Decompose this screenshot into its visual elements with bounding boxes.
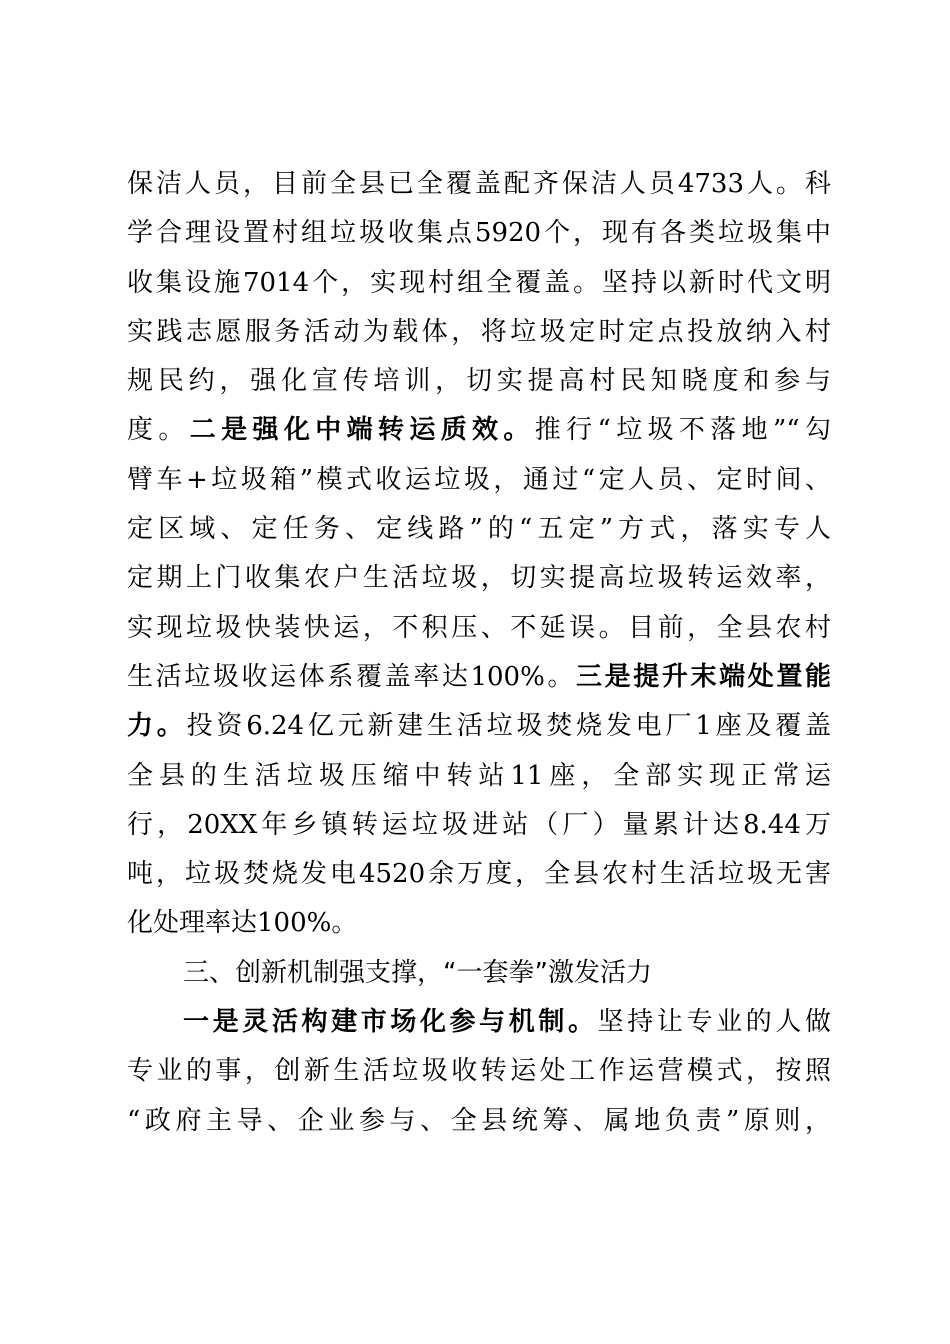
- text-segment: 度。: [127, 415, 190, 446]
- text-segment: 三、创新机制强支撑，“一套拳”激发活力: [183, 957, 652, 988]
- text-segment: 吨，垃圾焚烧发电4520余万度，全县农村生活垃圾无害: [127, 859, 831, 890]
- text-line: [127, 653, 831, 702]
- text-line: [127, 209, 831, 258]
- text-segment: 规民约，强化宣传培训，切实提高村民知晓度和参与: [127, 366, 831, 397]
- text-segment: 全县的生活垃圾压缩中转站11座，全部实现正常运: [127, 760, 831, 791]
- text-segment: 收集设施7014个，实现村组全覆盖。坚持以新时代文明: [127, 267, 831, 298]
- text-line: [127, 160, 831, 209]
- bold-lead-phrase: 二是强化中端转运质效。: [189, 415, 535, 446]
- text-segment: 保洁人员，目前全县已全覆盖配齐保洁人员4733人。科: [127, 169, 831, 199]
- text-line: [127, 505, 831, 554]
- text-line: [127, 752, 831, 801]
- text-segment: 臂车+垃圾箱”模式收运垃圾，通过“定人员、定时间、: [127, 464, 831, 495]
- section-heading: [127, 949, 831, 998]
- text-line: [127, 259, 831, 308]
- text-segment: 投资6.24亿元新建生活垃圾焚烧发电厂1座及覆盖: [186, 711, 831, 742]
- text-line: [127, 1047, 831, 1096]
- text-segment: 定区域、定任务、定线路”的“五定”方式，落实专人: [127, 514, 831, 545]
- text-line: [127, 1097, 831, 1146]
- text-segment: 学合理设置村组垃圾收集点5920个，现有各类垃圾集中: [127, 218, 831, 249]
- bold-lead-phrase: 三是提升末端处置能: [576, 661, 831, 692]
- text-segment: 生活垃圾收运体系覆盖率达100%。: [127, 661, 577, 692]
- bold-lead-phrase: 力。: [127, 711, 187, 742]
- text-segment: 实现垃圾快装快运，不积压、不延误。目前，全县农村: [127, 612, 831, 643]
- text-line: [127, 456, 831, 505]
- text-segment: 推行“垃圾不落地”“勾: [534, 415, 831, 446]
- text-line: [127, 554, 831, 603]
- text-line: [127, 702, 831, 751]
- text-line: [127, 850, 831, 899]
- text-line: [127, 998, 831, 1047]
- text-segment: 定期上门收集农户生活垃圾，切实提高垃圾转运效率，: [127, 563, 831, 594]
- text-line: [127, 308, 831, 357]
- text-line: [127, 899, 831, 948]
- text-segment: “政府主导、企业参与、全县统筹、属地负责”原则，: [127, 1105, 831, 1136]
- text-line: [127, 406, 831, 455]
- text-line: [127, 604, 831, 653]
- document-body: [127, 160, 831, 1146]
- text-segment: 行，20XX年乡镇转运垃圾进站（厂）量累计达8.44万: [127, 809, 831, 840]
- text-segment: 专业的事，创新生活垃圾收转运处工作运营模式，按照: [127, 1056, 831, 1087]
- text-line: [127, 801, 831, 850]
- text-segment: 化处理率达100%。: [127, 908, 358, 939]
- text-segment: 实践志愿服务活动为载体，将垃圾定时定点投放纳入村: [127, 316, 831, 347]
- text-line: [127, 357, 831, 406]
- text-segment: 坚持让专业的人做: [597, 1007, 831, 1038]
- bold-lead-phrase: 一是灵活构建市场化参与机制。: [183, 1007, 598, 1038]
